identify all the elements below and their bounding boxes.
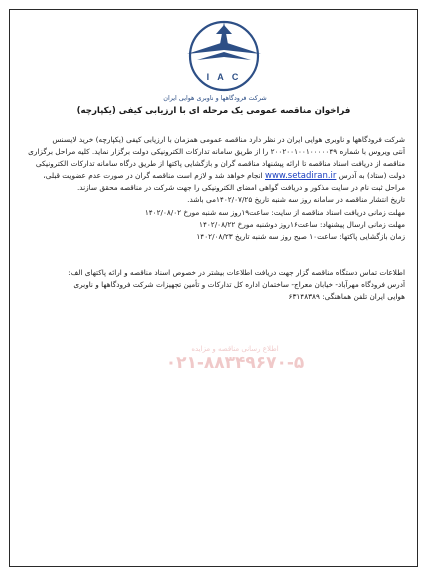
watermark	[130, 345, 340, 373]
contact-line: اطلاعات تماس دستگاه مناقصه گزار جهت دریافت اطلاعات بیشتر در خصوص اسناد مناقصه و ارائه پاکتهای الف:	[68, 267, 405, 277]
address-prefix: دولت (ستاد) به آدرس	[338, 171, 405, 181]
notice-body	[19, 134, 405, 303]
paragraph-line: آنتی ویروس با شماره ۲۰۰۲۰۰۱۰۰۱۰۰۰۰۰۴۹ را از طریق سامانه تدارکات الکترونیکی دولت برگزار نماید. کلیه مراحل برگزاری	[28, 147, 405, 157]
publish-date: تاریخ انتشار مناقصه در سامانه روز سه شنبه تاریخ ۱۴۰۲/۰۷/۲۵می باشد.	[187, 195, 405, 205]
contact-phone: هوایی ایران تلفن هماهنگی: ۶۳۱۴۸۳۸۹	[288, 292, 405, 302]
opening-time: زمان بازگشایی پاکتها: ساعت۱۰ صبح روز سه شنبه تاریخ ۱۴۰۲/۰۸/۲۳	[196, 231, 405, 241]
contact-address: آدرس فرودگاه مهرآباد- خیابان معراج- ساختمان اداره کل تدارکات و تأمین تجهیزات شرکت فرودگاهها و ناوبری	[73, 279, 405, 289]
tender-notice-document	[9, 9, 418, 567]
logo-caption: شرکت فرودگاهها و ناوبری هوایی ایران	[163, 94, 267, 102]
notice-title: فراخوان مناقصه عمومی یک مرحله ای با ارزیابی کیفی (یکپارچه)	[76, 106, 351, 116]
address-suffix: انجام خواهد شد و لازم است مناقصه گران در صورت عدم عضویت قبلی،	[43, 171, 263, 181]
paragraph-line-with-link	[19, 170, 405, 182]
paragraph-line: شرکت فرودگاهها و ناوبری هوایی ایران در نظر دارد مناقصه عمومی همزمان با ارزیابی کیفی (یکپارچه) خرید لایسنس	[52, 135, 405, 144]
paragraph-line: مراحل ثبت نام در سایت مذکور و دریافت گواهی امضای الکترونیکی را جهت شرکت در مناقصه محقق سازند.	[76, 183, 405, 193]
watermark-phone: ۰۲۱-۸۸۳۴۹۶۷۰-۵	[165, 353, 305, 373]
document-deadline: مهلت زمانی دریافت اسناد مناقصه از سایت: ساعت۱۹روز سه شنبه مورخ ۱۴۰۲/۰۸/۰۲	[144, 207, 405, 217]
paragraph-line: مناقصه از دریافت اسناد مناقصه تا ارائه پیشنهاد مناقصه گران و بازگشایی پاکتها از طریق درگاه سامانه تدارکات الکترونیکی	[35, 159, 405, 169]
iac-logo-icon	[179, 16, 269, 98]
offer-deadline: مهلت زمانی ارسال پیشنهاد: ساعت۱۶روز دوشنبه مورخ ۱۴۰۲/۰۸/۲۲	[199, 219, 405, 229]
logo-letters: I A C	[206, 72, 242, 82]
watermark-text: اطلاع رسانی مناقصه و مزایده	[191, 345, 279, 353]
setadiran-link[interactable]: www.setadiran.ir	[265, 171, 337, 182]
